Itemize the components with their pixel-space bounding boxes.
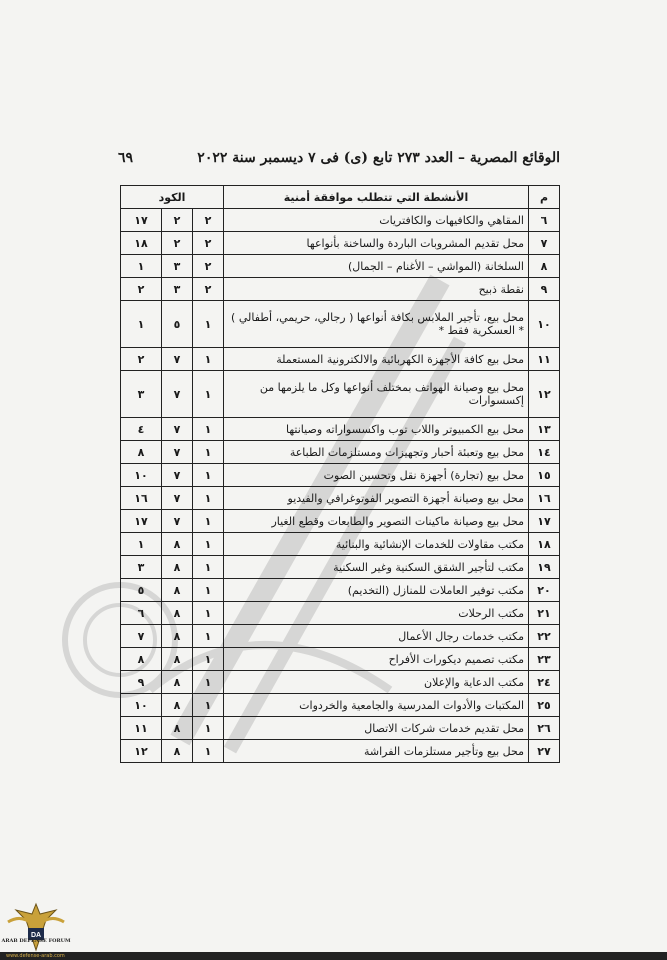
row-number: ١٧ [529, 510, 560, 533]
row-activity: محل تقديم المشروبات الباردة والساخنة بأنواعها [224, 232, 529, 255]
row-activity: مكتب مقاولات للخدمات الإنشائية والبنائية [224, 533, 529, 556]
row-code-3: ٣ [121, 556, 162, 579]
row-code-3: ٤ [121, 418, 162, 441]
row-code-3: ٨ [121, 648, 162, 671]
row-code-3: ١٠ [121, 464, 162, 487]
row-code-2: ٢ [162, 232, 193, 255]
row-number: ١٠ [529, 301, 560, 348]
row-code-2: ٣ [162, 255, 193, 278]
row-code-2: ٧ [162, 510, 193, 533]
activities-table [120, 185, 560, 763]
row-activity: محل بيع وصيانة الهواتف بمختلف أنواعها وكل ما يلزمها من إكسسوارات [224, 371, 529, 418]
row-number: ١٥ [529, 464, 560, 487]
table-row [121, 533, 560, 556]
row-code-3: ٨ [121, 441, 162, 464]
row-code-1: ١ [193, 441, 224, 464]
row-number: ١٣ [529, 418, 560, 441]
page-number: ٦٩ [118, 150, 134, 166]
row-code-3: ١٦ [121, 487, 162, 510]
row-activity: محل تقديم خدمات شركات الاتصال [224, 717, 529, 740]
row-code-1: ١ [193, 648, 224, 671]
row-code-1: ٢ [193, 278, 224, 301]
row-code-2: ٧ [162, 464, 193, 487]
table-row [121, 487, 560, 510]
table-row [121, 648, 560, 671]
row-code-1: ١ [193, 371, 224, 418]
row-code-2: ٨ [162, 671, 193, 694]
table-row [121, 510, 560, 533]
row-code-2: ٢ [162, 209, 193, 232]
row-code-3: ٩ [121, 671, 162, 694]
row-code-2: ٨ [162, 717, 193, 740]
header-code: الكود [121, 186, 224, 209]
table-row [121, 717, 560, 740]
row-number: ١٩ [529, 556, 560, 579]
table-row [121, 255, 560, 278]
table-row [121, 348, 560, 371]
table-row [121, 278, 560, 301]
row-code-3: ١٨ [121, 232, 162, 255]
row-activity: محل بيع وصيانة ماكينات التصوير والطابعات وقطع الغيار [224, 510, 529, 533]
row-code-2: ٧ [162, 441, 193, 464]
row-number: ٢٦ [529, 717, 560, 740]
table-row [121, 556, 560, 579]
row-code-1: ١ [193, 625, 224, 648]
table-row [121, 625, 560, 648]
row-code-1: ١ [193, 694, 224, 717]
row-code-3: ١٧ [121, 510, 162, 533]
table-row [121, 301, 560, 348]
row-code-3: ١ [121, 533, 162, 556]
row-activity: مكتب خدمات رجال الأعمال [224, 625, 529, 648]
row-number: ١٦ [529, 487, 560, 510]
row-code-2: ٨ [162, 694, 193, 717]
table-row [121, 694, 560, 717]
footer-bar [0, 952, 667, 960]
row-code-2: ٨ [162, 602, 193, 625]
row-code-2: ٨ [162, 556, 193, 579]
row-number: ٦ [529, 209, 560, 232]
table-row [121, 740, 560, 763]
row-code-2: ٨ [162, 740, 193, 763]
table-row [121, 371, 560, 418]
row-activity: مكتب الرحلات [224, 602, 529, 625]
table-row [121, 441, 560, 464]
row-number: ٨ [529, 255, 560, 278]
row-code-2: ٨ [162, 579, 193, 602]
row-activity: المكتبات والأدوات المدرسية والجامعية والخردوات [224, 694, 529, 717]
row-code-1: ١ [193, 301, 224, 348]
row-code-3: ٦ [121, 602, 162, 625]
table-header-row [121, 186, 560, 209]
row-code-1: ١ [193, 717, 224, 740]
row-code-3: ٥ [121, 579, 162, 602]
row-code-2: ٧ [162, 487, 193, 510]
row-code-3: ٣ [121, 371, 162, 418]
row-number: ٢٥ [529, 694, 560, 717]
header-number: م [529, 186, 560, 209]
table-row [121, 209, 560, 232]
table-row [121, 671, 560, 694]
row-activity: مكتب الدعاية والإعلان [224, 671, 529, 694]
arab-defense-forum-logo [6, 900, 66, 956]
row-activity: المقاهي والكافيهات والكافتريات [224, 209, 529, 232]
row-activity: محل بيع وتعبئة أحبار وتجهيزات ومستلزمات الطباعة [224, 441, 529, 464]
row-code-3: ٢ [121, 348, 162, 371]
row-number: ٢٧ [529, 740, 560, 763]
row-activity: محل بيع وتأجير مستلزمات الفراشة [224, 740, 529, 763]
header-activity: الأنشطة التي تتطلب موافقة أمنية [224, 186, 529, 209]
row-number: ٢١ [529, 602, 560, 625]
table-row [121, 602, 560, 625]
row-code-1: ١ [193, 602, 224, 625]
row-activity: محل بيع (تجارة) أجهزة نقل وتحسين الصوت [224, 464, 529, 487]
gazette-title: الوقائع المصرية – العدد ٢٧٣ تابع (ى) فى ٧ ديسمبر سنة ٢٠٢٢ [197, 150, 560, 166]
row-code-3: ٢ [121, 278, 162, 301]
row-number: ٩ [529, 278, 560, 301]
row-code-2: ٧ [162, 371, 193, 418]
row-code-3: ١ [121, 301, 162, 348]
row-code-3: ١٠ [121, 694, 162, 717]
row-code-1: ١ [193, 348, 224, 371]
row-number: ١٨ [529, 533, 560, 556]
row-code-2: ٨ [162, 625, 193, 648]
row-code-1: ١ [193, 487, 224, 510]
row-number: ٢٠ [529, 579, 560, 602]
row-code-3: ١٢ [121, 740, 162, 763]
row-code-2: ٧ [162, 348, 193, 371]
table-row [121, 232, 560, 255]
row-code-2: ٨ [162, 648, 193, 671]
row-activity: مكتب توفير العاملات للمنازل (التخديم) [224, 579, 529, 602]
row-code-1: ٢ [193, 255, 224, 278]
logo-badge: DA [30, 932, 42, 939]
row-code-1: ١ [193, 671, 224, 694]
row-activity: مكتب تصميم ديكورات الأفراح [224, 648, 529, 671]
row-code-1: ١ [193, 418, 224, 441]
row-activity: السلخانة (المواشي – الأغنام – الجمال) [224, 255, 529, 278]
row-code-2: ٧ [162, 418, 193, 441]
row-code-3: ١١ [121, 717, 162, 740]
table-row [121, 579, 560, 602]
table-row [121, 418, 560, 441]
row-number: ٢٢ [529, 625, 560, 648]
row-code-1: ١ [193, 579, 224, 602]
logo-name: ARAB DEFENSE FORUM [1, 938, 71, 944]
row-activity: محل بيع كافة الأجهزة الكهربائية والالكترونية المستعملة [224, 348, 529, 371]
row-number: ٧ [529, 232, 560, 255]
row-number: ٢٤ [529, 671, 560, 694]
row-code-1: ١ [193, 556, 224, 579]
row-number: ٢٣ [529, 648, 560, 671]
row-number: ١١ [529, 348, 560, 371]
row-code-1: ١ [193, 464, 224, 487]
row-activity: محل بيع، تأجير الملابس بكافة أنواعها ( رجالي، حريمي، أطفالي ) * العسكرية فقط * [224, 301, 529, 348]
row-code-3: ١ [121, 255, 162, 278]
row-code-1: ١ [193, 533, 224, 556]
table-row [121, 464, 560, 487]
row-code-1: ٢ [193, 232, 224, 255]
row-code-1: ١ [193, 740, 224, 763]
row-code-3: ١٧ [121, 209, 162, 232]
row-activity: مكتب لتأجير الشقق السكنية وغير السكنية [224, 556, 529, 579]
row-code-2: ٣ [162, 278, 193, 301]
row-activity: محل بيع وصيانة أجهزة التصوير الفوتوغرافي والفيديو [224, 487, 529, 510]
page-header [118, 150, 560, 172]
row-code-2: ٥ [162, 301, 193, 348]
row-activity: نقطة ذبيح [224, 278, 529, 301]
row-code-1: ٢ [193, 209, 224, 232]
row-code-2: ٨ [162, 533, 193, 556]
row-code-1: ١ [193, 510, 224, 533]
footer-url: www.defense-arab.com [6, 953, 65, 959]
row-number: ١٤ [529, 441, 560, 464]
row-number: ١٢ [529, 371, 560, 418]
row-code-3: ٧ [121, 625, 162, 648]
row-activity: محل بيع الكمبيوتر واللاب توب واكسسواراته وصيانتها [224, 418, 529, 441]
